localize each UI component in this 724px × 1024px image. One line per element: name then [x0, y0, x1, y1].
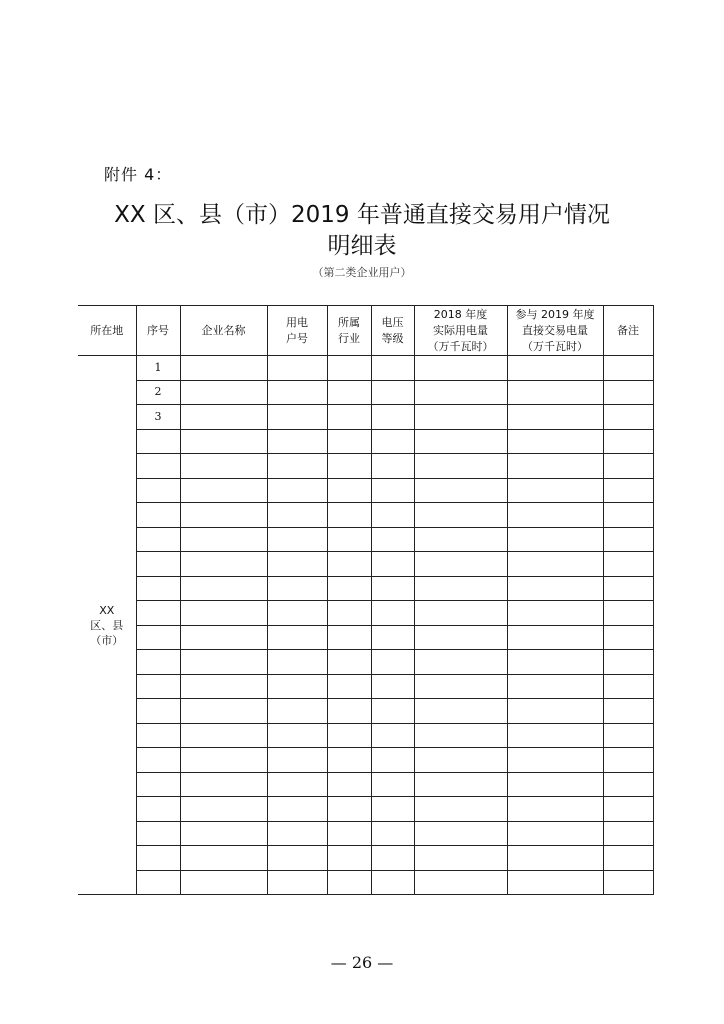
- table-row: [78, 356, 653, 381]
- table-cell: [267, 674, 327, 699]
- table-cell: [267, 601, 327, 626]
- table-cell: [414, 723, 507, 748]
- table-cell: [267, 527, 327, 552]
- table-row: [78, 748, 653, 773]
- table-cell: [414, 846, 507, 871]
- table-cell: [371, 552, 414, 577]
- table-cell: [603, 748, 653, 773]
- table-cell: [327, 846, 371, 871]
- table-cell: [267, 503, 327, 528]
- seq-cell: 1: [136, 356, 180, 381]
- table-cell: [414, 870, 507, 895]
- table-cell: [414, 576, 507, 601]
- table-row: [78, 846, 653, 871]
- table-cell: [507, 601, 603, 626]
- table-cell: [414, 380, 507, 405]
- table-cell: [267, 380, 327, 405]
- table-cell: [371, 576, 414, 601]
- seq-cell: [136, 674, 180, 699]
- seq-cell: [136, 748, 180, 773]
- table-cell: [180, 772, 267, 797]
- table-cell: [603, 625, 653, 650]
- table-cell: [267, 478, 327, 503]
- table-cell: [371, 674, 414, 699]
- table-cell: [180, 503, 267, 528]
- table-cell: [371, 846, 414, 871]
- table-cell: [507, 650, 603, 675]
- table-cell: [507, 454, 603, 479]
- table-cell: [371, 748, 414, 773]
- table-cell: [507, 356, 603, 381]
- table-cell: [371, 429, 414, 454]
- table-cell: [327, 748, 371, 773]
- table-cell: [327, 772, 371, 797]
- region-cell: XX 区、县 （市）: [78, 356, 136, 895]
- table-cell: [267, 870, 327, 895]
- seq-cell: [136, 601, 180, 626]
- table-row: [78, 625, 653, 650]
- attachment-label: 附件 4：: [104, 165, 173, 184]
- table-cell: [180, 674, 267, 699]
- seq-cell: [136, 870, 180, 895]
- table-row: [78, 405, 653, 430]
- seq-cell: 3: [136, 405, 180, 430]
- table-cell: [327, 650, 371, 675]
- table-cell: [327, 454, 371, 479]
- table-cell: [267, 846, 327, 871]
- table-cell: [371, 454, 414, 479]
- table-cell: [507, 870, 603, 895]
- table-cell: [414, 503, 507, 528]
- header-company: 企业名称: [180, 306, 267, 356]
- table-cell: [327, 723, 371, 748]
- table-cell: [414, 797, 507, 822]
- table-cell: [180, 356, 267, 381]
- table-cell: [327, 821, 371, 846]
- table-cell: [414, 699, 507, 724]
- table-row: [78, 797, 653, 822]
- table-cell: [507, 821, 603, 846]
- seq-cell: [136, 454, 180, 479]
- table-cell: [267, 454, 327, 479]
- table-cell: [603, 429, 653, 454]
- table-row: [78, 552, 653, 577]
- table-cell: [414, 454, 507, 479]
- table-cell: [507, 846, 603, 871]
- table-cell: [507, 478, 603, 503]
- table-cell: [327, 576, 371, 601]
- table-cell: [414, 429, 507, 454]
- table-cell: [371, 503, 414, 528]
- table-cell: [267, 699, 327, 724]
- seq-cell: [136, 429, 180, 454]
- table-cell: [414, 478, 507, 503]
- table-cell: [507, 748, 603, 773]
- table-cell: [507, 576, 603, 601]
- table-cell: [603, 650, 653, 675]
- table-cell: [507, 405, 603, 430]
- table-cell: [371, 527, 414, 552]
- table-cell: [327, 601, 371, 626]
- table-cell: [603, 380, 653, 405]
- table-cell: [414, 821, 507, 846]
- table-cell: [267, 723, 327, 748]
- table-cell: [180, 870, 267, 895]
- table-cell: [180, 748, 267, 773]
- table-row: [78, 650, 653, 675]
- header-seq: 序号: [136, 306, 180, 356]
- table-cell: [414, 601, 507, 626]
- seq-cell: [136, 821, 180, 846]
- table-cell: [180, 478, 267, 503]
- table-cell: [327, 356, 371, 381]
- table-row: [78, 380, 653, 405]
- table-row: [78, 772, 653, 797]
- seq-cell: [136, 846, 180, 871]
- table-row: [78, 576, 653, 601]
- table-cell: [180, 380, 267, 405]
- table-cell: [180, 650, 267, 675]
- table-cell: [507, 552, 603, 577]
- table-cell: [603, 797, 653, 822]
- header-location: 所在地: [78, 306, 136, 356]
- table-cell: [603, 356, 653, 381]
- table-cell: [371, 772, 414, 797]
- table-cell: [507, 527, 603, 552]
- table-cell: [327, 797, 371, 822]
- table-cell: [603, 821, 653, 846]
- table-cell: [180, 601, 267, 626]
- table-cell: [180, 527, 267, 552]
- seq-cell: [136, 772, 180, 797]
- header-remarks: 备注: [603, 306, 653, 356]
- table-cell: [327, 699, 371, 724]
- table-cell: [327, 625, 371, 650]
- table-cell: [603, 674, 653, 699]
- seq-cell: [136, 527, 180, 552]
- table-cell: [180, 552, 267, 577]
- seq-cell: [136, 650, 180, 675]
- table-cell: [507, 429, 603, 454]
- seq-cell: [136, 478, 180, 503]
- table-cell: [603, 552, 653, 577]
- table-cell: [507, 797, 603, 822]
- table-cell: [267, 772, 327, 797]
- table-cell: [371, 797, 414, 822]
- table-cell: [371, 601, 414, 626]
- table-row: [78, 527, 653, 552]
- table-cell: [180, 625, 267, 650]
- table-cell: [507, 674, 603, 699]
- table-cell: [267, 405, 327, 430]
- header-account: 用电 户号: [267, 306, 327, 356]
- table-cell: [371, 625, 414, 650]
- page-title: XX 区、县（市）2019 年普通直接交易用户情况明细表: [114, 202, 610, 259]
- table-cell: [371, 723, 414, 748]
- table-cell: [414, 552, 507, 577]
- table-cell: [414, 405, 507, 430]
- table-row: [78, 429, 653, 454]
- table-cell: [507, 699, 603, 724]
- table-cell: [414, 650, 507, 675]
- table-cell: [603, 723, 653, 748]
- table-cell: [327, 380, 371, 405]
- table-cell: [603, 699, 653, 724]
- table-cell: [267, 650, 327, 675]
- table-cell: [327, 429, 371, 454]
- table-cell: [414, 748, 507, 773]
- table-row: [78, 699, 653, 724]
- table-row: [78, 723, 653, 748]
- table-row: [78, 503, 653, 528]
- table-cell: [507, 772, 603, 797]
- table-row: [78, 601, 653, 626]
- table-cell: [507, 625, 603, 650]
- table-cell: [603, 405, 653, 430]
- table-cell: [327, 527, 371, 552]
- table-cell: [603, 870, 653, 895]
- table-cell: [414, 356, 507, 381]
- table-cell: [603, 454, 653, 479]
- table-cell: [371, 870, 414, 895]
- table-cell: [507, 503, 603, 528]
- table-cell: [327, 674, 371, 699]
- table-cell: [327, 870, 371, 895]
- table-row: [78, 821, 653, 846]
- table-cell: [507, 380, 603, 405]
- seq-cell: [136, 797, 180, 822]
- table-cell: [371, 821, 414, 846]
- table-cell: [267, 552, 327, 577]
- seq-cell: [136, 576, 180, 601]
- table-cell: [267, 356, 327, 381]
- table-cell: [180, 846, 267, 871]
- seq-cell: [136, 699, 180, 724]
- table-cell: [414, 674, 507, 699]
- table-cell: [414, 625, 507, 650]
- table-cell: [603, 576, 653, 601]
- table-cell: [327, 478, 371, 503]
- header-usage-2018: 2018 年度 实际用电量 （万千瓦时）: [414, 306, 507, 356]
- table-cell: [180, 797, 267, 822]
- table-cell: [414, 527, 507, 552]
- table-cell: [414, 772, 507, 797]
- table-cell: [371, 405, 414, 430]
- seq-cell: [136, 625, 180, 650]
- table-cell: [371, 650, 414, 675]
- table-row: [78, 870, 653, 895]
- table-row: [78, 478, 653, 503]
- table-cell: [603, 527, 653, 552]
- table-cell: [267, 576, 327, 601]
- table-cell: [507, 723, 603, 748]
- table-cell: [371, 478, 414, 503]
- page-subtitle: （第二类企业用户）: [312, 266, 412, 279]
- table-cell: [603, 601, 653, 626]
- table-cell: [327, 503, 371, 528]
- table-cell: [327, 552, 371, 577]
- table-cell: [603, 478, 653, 503]
- table-cell: [180, 454, 267, 479]
- seq-cell: [136, 552, 180, 577]
- table-row: [78, 674, 653, 699]
- table-cell: [371, 380, 414, 405]
- table-cell: [267, 429, 327, 454]
- table-cell: [267, 625, 327, 650]
- table-row: [78, 454, 653, 479]
- header-industry: 所属 行业: [327, 306, 371, 356]
- table-cell: [371, 699, 414, 724]
- table-header-row: [78, 306, 653, 356]
- header-voltage: 电压 等级: [371, 306, 414, 356]
- seq-cell: 2: [136, 380, 180, 405]
- table-cell: [180, 821, 267, 846]
- detail-table: [78, 305, 654, 895]
- table-cell: [267, 821, 327, 846]
- seq-cell: [136, 503, 180, 528]
- table-cell: [180, 723, 267, 748]
- table-cell: [180, 429, 267, 454]
- table-cell: [371, 356, 414, 381]
- header-trade-2019: 参与 2019 年度 直接交易电量 （万千瓦时）: [507, 306, 603, 356]
- page-number: — 26 —: [330, 953, 394, 972]
- table-cell: [180, 699, 267, 724]
- table-cell: [327, 405, 371, 430]
- table-cell: [180, 576, 267, 601]
- table-cell: [267, 748, 327, 773]
- seq-cell: [136, 723, 180, 748]
- table-cell: [180, 405, 267, 430]
- table-cell: [603, 846, 653, 871]
- table-cell: [603, 503, 653, 528]
- table-cell: [603, 772, 653, 797]
- table-cell: [267, 797, 327, 822]
